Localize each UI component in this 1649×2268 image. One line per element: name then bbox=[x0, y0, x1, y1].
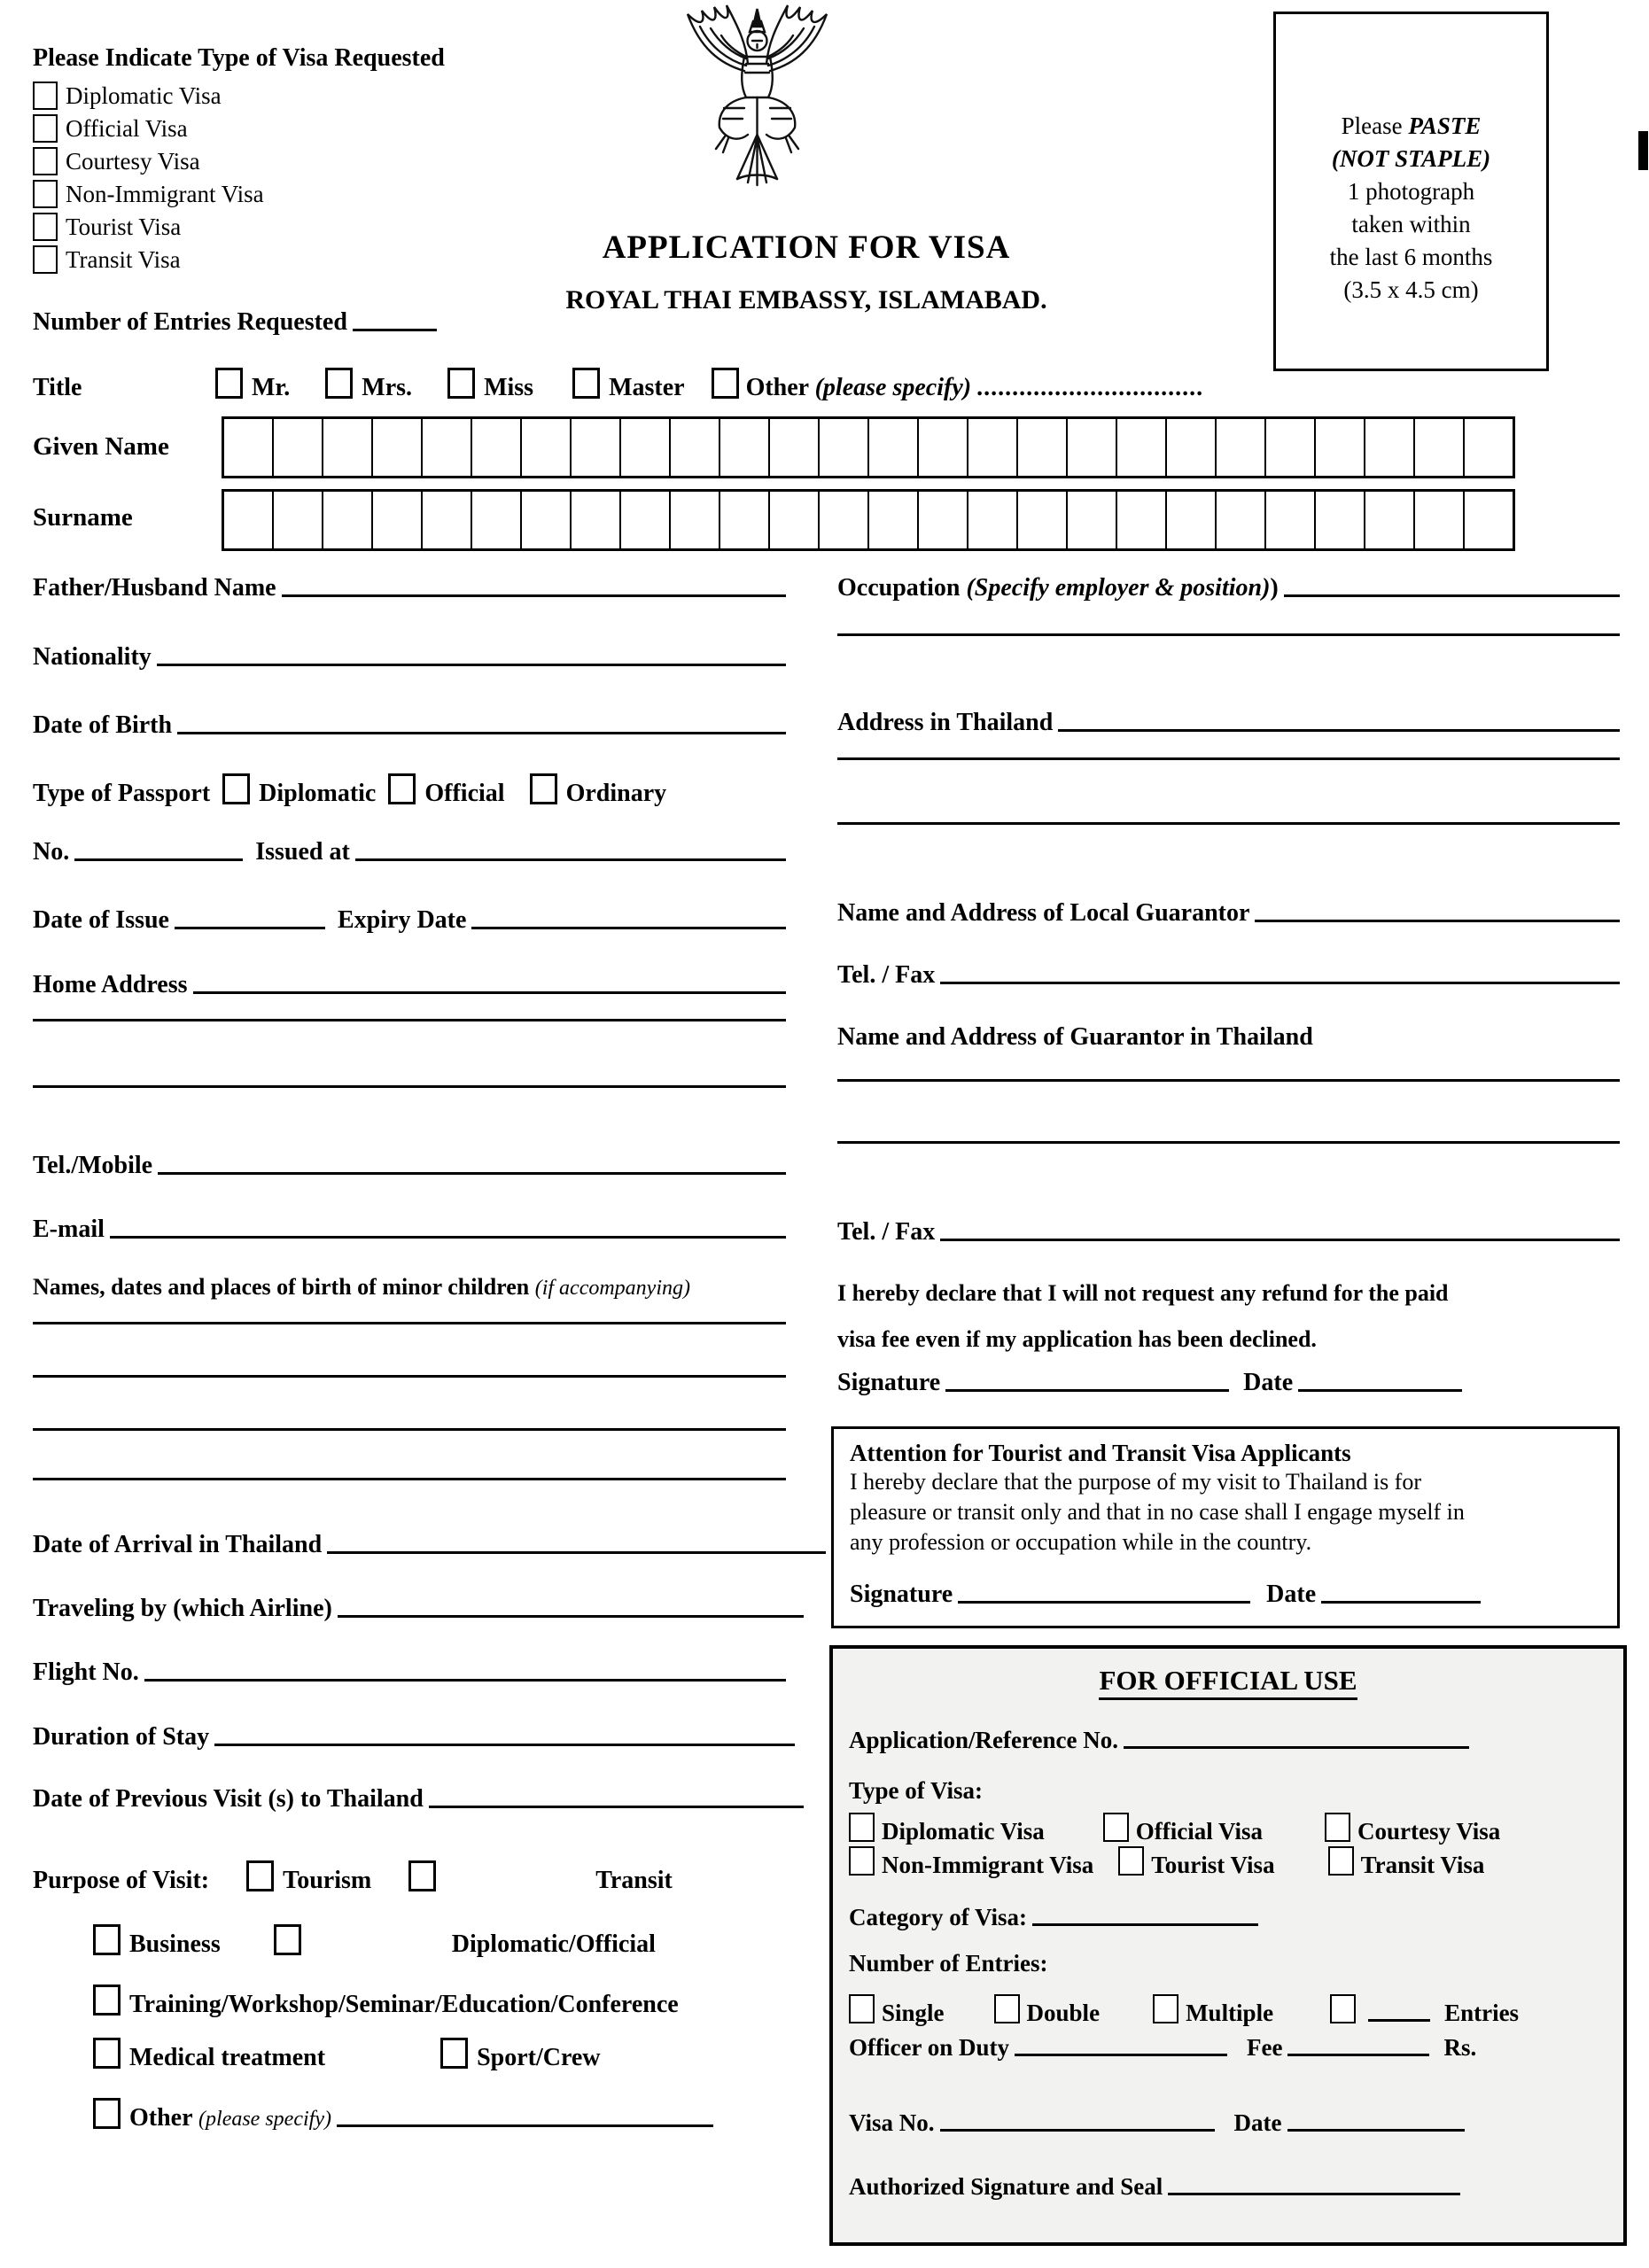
declaration-text-2: visa fee even if my application has been declined. bbox=[837, 1326, 1317, 1352]
given-name-grid bbox=[222, 416, 1515, 478]
official-diplomatic-label: Diplomatic Visa bbox=[882, 1817, 1045, 1845]
given-name-cell[interactable] bbox=[1316, 419, 1365, 476]
title-other-dots[interactable]: ................................ bbox=[976, 373, 1204, 401]
given-name-cell[interactable] bbox=[323, 419, 373, 476]
declaration-line-2 bbox=[837, 1326, 1317, 1352]
expiry-date-label: Expiry Date bbox=[338, 906, 467, 934]
purpose-training-checkbox[interactable] bbox=[93, 1984, 121, 2016]
entries-other-checkbox[interactable] bbox=[1330, 1994, 1356, 2023]
minor-children-line-4 bbox=[33, 1478, 786, 1485]
surname-cell[interactable] bbox=[770, 492, 820, 548]
duration-row bbox=[33, 1723, 795, 1751]
surname-cell[interactable] bbox=[1018, 492, 1068, 548]
surname-cell[interactable] bbox=[373, 492, 423, 548]
occupation-label: Occupation (Specify employer & position)) bbox=[837, 574, 1279, 602]
expiry-date-field[interactable] bbox=[471, 927, 786, 929]
form-title: APPLICATION FOR VISA bbox=[602, 229, 1011, 266]
visa-type-item bbox=[33, 114, 264, 143]
official-date-label: Date bbox=[1233, 2109, 1282, 2136]
purpose-row-3 bbox=[93, 1984, 793, 2018]
surname-cell[interactable] bbox=[1266, 492, 1316, 548]
issued-at-label: Issued at bbox=[255, 838, 350, 866]
rs-label: Rs. bbox=[1443, 2034, 1477, 2061]
surname-cell[interactable] bbox=[323, 492, 373, 548]
passport-no-field[interactable] bbox=[74, 858, 243, 861]
passport-official-checkbox[interactable] bbox=[388, 773, 416, 804]
surname-cell[interactable] bbox=[671, 492, 720, 548]
duration-label: Duration of Stay bbox=[33, 1723, 210, 1751]
purpose-label: Purpose of Visit: bbox=[33, 1866, 210, 1894]
occupation-field[interactable] bbox=[1284, 594, 1620, 597]
tel-fax-row-1 bbox=[837, 961, 1620, 989]
purpose-other-field[interactable] bbox=[337, 2124, 713, 2127]
attention-signature-label: Signature bbox=[850, 1581, 953, 1608]
given-name-cell[interactable] bbox=[423, 419, 472, 476]
purpose-sport-checkbox[interactable] bbox=[440, 2038, 468, 2069]
airline-row bbox=[33, 1595, 804, 1622]
given-name-cell[interactable] bbox=[472, 419, 522, 476]
purpose-tourism-checkbox[interactable] bbox=[246, 1860, 274, 1891]
title-mrs-checkbox[interactable] bbox=[325, 368, 353, 399]
application-ref-label: Application/Reference No. bbox=[849, 1727, 1118, 1753]
official-date-field[interactable] bbox=[1287, 2129, 1465, 2132]
visa-no-field[interactable] bbox=[940, 2129, 1215, 2132]
authorized-signature-row bbox=[849, 2173, 1611, 2200]
home-address-row-3 bbox=[33, 1085, 786, 1092]
visa-type-label: Non-Immigrant Visa bbox=[66, 180, 264, 207]
address-thailand-label: Address in Thailand bbox=[837, 709, 1054, 736]
email-label: E-mail bbox=[33, 1216, 105, 1243]
minor-children-field-2[interactable] bbox=[33, 1375, 786, 1378]
minor-children-line-3 bbox=[33, 1428, 786, 1435]
local-guarantor-label: Name and Address of Local Guarantor bbox=[837, 899, 1250, 927]
visa-no-label: Visa No. bbox=[849, 2109, 935, 2136]
given-name-cell[interactable] bbox=[869, 419, 919, 476]
entries-double-label: Double bbox=[1026, 1999, 1101, 2026]
local-guarantor-row bbox=[837, 899, 1620, 927]
surname-cell[interactable] bbox=[720, 492, 770, 548]
official-use-box bbox=[829, 1645, 1627, 2246]
minor-children-row bbox=[33, 1274, 826, 1301]
visa-type-label: Tourist Visa bbox=[66, 213, 182, 240]
purpose-other-label: Other (please specify) bbox=[129, 2103, 331, 2132]
application-ref-row bbox=[849, 1727, 1593, 1753]
given-name-cell[interactable] bbox=[919, 419, 968, 476]
category-label: Category of Visa: bbox=[849, 1904, 1027, 1930]
guarantor-thailand-field-2[interactable] bbox=[837, 1141, 1620, 1144]
surname-cell[interactable] bbox=[1167, 492, 1217, 548]
surname-cell[interactable] bbox=[522, 492, 572, 548]
given-name-cell[interactable] bbox=[621, 419, 671, 476]
purpose-training-label: Training/Workshop/Seminar/Education/Conference bbox=[129, 1990, 679, 2018]
attention-body-2: pleasure or transit only and that in no case shall I engage myself in bbox=[850, 1499, 1465, 1525]
type-of-visa-label: Type of Visa: bbox=[849, 1777, 984, 1804]
previous-visit-field[interactable] bbox=[429, 1806, 804, 1808]
surname-label-row bbox=[33, 503, 133, 532]
given-name-cell[interactable] bbox=[522, 419, 572, 476]
type-of-visa-row bbox=[849, 1777, 983, 1804]
attention-title: Attention for Tourist and Transit Visa Applicants bbox=[850, 1440, 1351, 1466]
father-husband-field[interactable] bbox=[282, 594, 786, 597]
arrival-date-field[interactable] bbox=[327, 1551, 826, 1554]
passport-ordinary-label: Ordinary bbox=[565, 779, 667, 807]
nationality-row bbox=[33, 643, 786, 671]
title-miss-checkbox[interactable] bbox=[447, 368, 475, 399]
nationality-field[interactable] bbox=[157, 664, 786, 666]
surname-cell[interactable] bbox=[1465, 492, 1513, 548]
declaration-signature-label: Signature bbox=[837, 1369, 941, 1396]
surname-cell[interactable] bbox=[1365, 492, 1415, 548]
passport-diplomatic-label: Diplomatic bbox=[259, 779, 377, 807]
given-name-cell[interactable] bbox=[671, 419, 720, 476]
given-name-cell[interactable] bbox=[968, 419, 1018, 476]
surname-cell[interactable] bbox=[472, 492, 522, 548]
guarantor-thailand-field-1[interactable] bbox=[837, 1079, 1620, 1082]
passport-type-row bbox=[33, 773, 786, 807]
given-name-cell[interactable] bbox=[373, 419, 423, 476]
address-thailand-row-3 bbox=[837, 822, 1620, 829]
minor-children-label: Names, dates and places of birth of minor children (if accompanying) bbox=[33, 1274, 690, 1300]
visa-type-item bbox=[33, 180, 264, 208]
purpose-medical-label: Medical treatment bbox=[129, 2043, 326, 2071]
passport-official-label: Official bbox=[424, 779, 505, 807]
surname-cell[interactable] bbox=[869, 492, 919, 548]
minor-children-field-3[interactable] bbox=[33, 1428, 786, 1431]
authorized-signature-label: Authorized Signature and Seal bbox=[849, 2173, 1163, 2200]
title-label: Title bbox=[33, 373, 82, 401]
official-transit-label: Transit Visa bbox=[1360, 1851, 1485, 1878]
transit-visa-checkbox[interactable] bbox=[33, 245, 58, 274]
category-field[interactable] bbox=[1032, 1923, 1258, 1926]
address-thailand-field[interactable] bbox=[1058, 729, 1620, 732]
surname-cell[interactable] bbox=[224, 492, 274, 548]
minor-children-field-4[interactable] bbox=[33, 1478, 786, 1480]
official-courtesy-label: Courtesy Visa bbox=[1357, 1817, 1501, 1845]
home-address-field[interactable] bbox=[193, 991, 787, 994]
given-name-cell[interactable] bbox=[1465, 419, 1513, 476]
title-mr-checkbox[interactable] bbox=[215, 368, 243, 399]
official-visa-row-2 bbox=[849, 1846, 1611, 1878]
photo-paste-box bbox=[1273, 12, 1549, 371]
given-name-label-row bbox=[33, 432, 169, 461]
minor-children-field-1[interactable] bbox=[33, 1322, 786, 1324]
passport-ordinary-checkbox[interactable] bbox=[530, 773, 557, 804]
tel-fax-label-1: Tel. / Fax bbox=[837, 961, 936, 989]
tel-mobile-field[interactable] bbox=[158, 1172, 786, 1175]
surname-cell[interactable] bbox=[1117, 492, 1167, 548]
issued-at-field[interactable] bbox=[355, 858, 786, 861]
officer-fee-row bbox=[849, 2034, 1611, 2061]
surname-cell[interactable] bbox=[919, 492, 968, 548]
minor-children-line-1 bbox=[33, 1322, 786, 1329]
official-use-title-row bbox=[833, 1665, 1623, 1697]
given-name-label: Given Name bbox=[33, 432, 169, 461]
purpose-transit-label: Transit bbox=[595, 1866, 673, 1894]
officer-field[interactable] bbox=[1015, 2054, 1227, 2056]
purpose-tourism-label: Tourism bbox=[283, 1866, 372, 1894]
photo-line-6: (3.5 x 4.5 cm) bbox=[1343, 276, 1479, 303]
photo-line-4: taken within bbox=[1351, 211, 1471, 237]
official-visa-row-1 bbox=[849, 1813, 1611, 1845]
entries-other-field[interactable] bbox=[1368, 2019, 1430, 2022]
photo-line-5: the last 6 months bbox=[1329, 244, 1493, 270]
given-name-cell[interactable] bbox=[572, 419, 621, 476]
photo-line-1: Please PASTE bbox=[1341, 113, 1482, 139]
entries-multiple-checkbox[interactable] bbox=[1153, 1994, 1178, 2023]
purpose-other-checkbox[interactable] bbox=[93, 2098, 121, 2129]
airline-label: Traveling by (which Airline) bbox=[33, 1595, 332, 1622]
tel-fax-field-1[interactable] bbox=[940, 982, 1620, 984]
surname-cell[interactable] bbox=[1217, 492, 1266, 548]
previous-visit-row bbox=[33, 1785, 804, 1813]
visa-type-label: Official Visa bbox=[66, 114, 188, 142]
official-tourist-label: Tourist Visa bbox=[1151, 1851, 1275, 1878]
surname-cell[interactable] bbox=[1415, 492, 1465, 548]
title-master-checkbox[interactable] bbox=[572, 368, 600, 399]
title-miss-label: Miss bbox=[484, 373, 534, 401]
given-name-cell[interactable] bbox=[1365, 419, 1415, 476]
attention-body-1: I hereby declare that the purpose of my visit to Thailand is for bbox=[850, 1469, 1421, 1495]
given-name-cell[interactable] bbox=[1167, 419, 1217, 476]
official-visa-checkbox[interactable] bbox=[33, 114, 58, 143]
entries-requested-row bbox=[33, 308, 405, 336]
given-name-cell[interactable] bbox=[1415, 419, 1465, 476]
num-entries-label: Number of Entries: bbox=[849, 1950, 1048, 1977]
flight-no-label: Flight No. bbox=[33, 1658, 139, 1686]
title-master-label: Master bbox=[609, 373, 685, 401]
visa-request-heading-row bbox=[33, 44, 445, 72]
date-of-birth-label: Date of Birth bbox=[33, 711, 173, 739]
purpose-row-2 bbox=[93, 1924, 793, 1958]
visa-type-item bbox=[33, 82, 264, 110]
visa-type-item bbox=[33, 213, 264, 241]
non-immigrant-visa-checkbox[interactable] bbox=[33, 180, 58, 208]
guarantor-thailand-line-1 bbox=[837, 1079, 1620, 1086]
surname-grid bbox=[222, 489, 1515, 551]
fee-label: Fee bbox=[1246, 2034, 1283, 2061]
tel-fax-label-2: Tel. / Fax bbox=[837, 1218, 936, 1246]
declaration-date-label: Date bbox=[1243, 1369, 1294, 1396]
form-subtitle-row bbox=[319, 285, 1294, 315]
surname-cell[interactable] bbox=[1068, 492, 1117, 548]
occupation-field-2[interactable] bbox=[837, 633, 1620, 636]
surname-cell[interactable] bbox=[423, 492, 472, 548]
surname-cell[interactable] bbox=[820, 492, 869, 548]
official-tourist-checkbox[interactable] bbox=[1118, 1846, 1144, 1876]
arrival-date-label: Date of Arrival in Thailand bbox=[33, 1531, 323, 1558]
duration-field[interactable] bbox=[214, 1744, 795, 1746]
email-field[interactable] bbox=[110, 1236, 786, 1239]
official-nonimmigrant-checkbox[interactable] bbox=[849, 1846, 875, 1876]
declaration-signature-row bbox=[837, 1369, 1599, 1396]
category-row bbox=[849, 1904, 1345, 1930]
entries-options-row bbox=[849, 1994, 1611, 2026]
declaration-signature-field[interactable] bbox=[945, 1389, 1229, 1392]
address-thailand-row bbox=[837, 709, 1620, 736]
guarantor-thailand-row bbox=[837, 1023, 1620, 1051]
title-mr-label: Mr. bbox=[252, 373, 291, 401]
surname-cell[interactable] bbox=[621, 492, 671, 548]
home-address-row bbox=[33, 971, 786, 998]
given-name-cell[interactable] bbox=[1217, 419, 1266, 476]
nationality-label: Nationality bbox=[33, 643, 152, 671]
visa-request-heading: Please Indicate Type of Visa Requested bbox=[33, 44, 445, 72]
passport-no-row bbox=[33, 838, 786, 866]
date-of-issue-label: Date of Issue bbox=[33, 906, 169, 934]
guarantor-thailand-line-2 bbox=[837, 1141, 1620, 1148]
purpose-row-5 bbox=[93, 2098, 713, 2132]
arrival-date-row bbox=[33, 1531, 826, 1558]
title-other-label: Other (please specify) bbox=[745, 373, 972, 401]
address-thailand-field-3[interactable] bbox=[837, 822, 1620, 825]
declaration-date-field[interactable] bbox=[1298, 1389, 1462, 1392]
attention-signature-field[interactable] bbox=[958, 1601, 1250, 1604]
purpose-business-checkbox[interactable] bbox=[93, 1924, 121, 1955]
scan-artifact bbox=[1638, 131, 1648, 170]
purpose-row-4 bbox=[93, 2038, 793, 2071]
passport-no-label: No. bbox=[33, 838, 70, 866]
entries-single-label: Single bbox=[882, 1999, 945, 2026]
entries-single-checkbox[interactable] bbox=[849, 1994, 875, 2023]
surname-cell[interactable] bbox=[572, 492, 621, 548]
num-entries-row bbox=[849, 1950, 1047, 1977]
minor-children-line-2 bbox=[33, 1375, 786, 1382]
given-name-cell[interactable] bbox=[1068, 419, 1117, 476]
fee-field[interactable] bbox=[1287, 2054, 1429, 2056]
flight-no-field[interactable] bbox=[144, 1679, 786, 1682]
local-guarantor-field[interactable] bbox=[1255, 920, 1620, 922]
visa-type-label: Transit Visa bbox=[66, 245, 181, 273]
given-name-cell[interactable] bbox=[770, 419, 820, 476]
official-transit-checkbox[interactable] bbox=[1328, 1846, 1354, 1876]
official-courtesy-checkbox[interactable] bbox=[1325, 1813, 1350, 1842]
previous-visit-label: Date of Previous Visit (s) to Thailand bbox=[33, 1785, 424, 1813]
form-title-row bbox=[319, 229, 1294, 267]
visa-type-item bbox=[33, 147, 264, 175]
email-row bbox=[33, 1216, 786, 1243]
tel-mobile-label: Tel./Mobile bbox=[33, 1152, 153, 1179]
home-address-label: Home Address bbox=[33, 971, 188, 998]
official-official-label: Official Visa bbox=[1135, 1817, 1264, 1845]
official-diplomatic-checkbox[interactable] bbox=[849, 1813, 875, 1842]
visa-type-list bbox=[33, 82, 264, 278]
occupation-row bbox=[837, 574, 1620, 602]
given-name-cell[interactable] bbox=[720, 419, 770, 476]
surname-cell[interactable] bbox=[968, 492, 1018, 548]
entries-requested-field[interactable] bbox=[353, 329, 437, 331]
address-thailand-row-2 bbox=[837, 757, 1620, 765]
officer-label: Officer on Duty bbox=[849, 2034, 1009, 2061]
diplomatic-visa-checkbox[interactable] bbox=[33, 82, 58, 110]
given-name-cell[interactable] bbox=[820, 419, 869, 476]
passport-type-label: Type of Passport bbox=[33, 779, 211, 807]
purpose-transit-checkbox[interactable] bbox=[408, 1860, 436, 1891]
address-thailand-field-2[interactable] bbox=[837, 757, 1620, 760]
application-ref-field[interactable] bbox=[1124, 1746, 1469, 1749]
attention-date-field[interactable] bbox=[1321, 1601, 1481, 1604]
official-nonimmigrant-label: Non-Immigrant Visa bbox=[882, 1851, 1094, 1878]
declaration-text-1: I hereby declare that I will not request any refund for the paid bbox=[837, 1280, 1449, 1306]
given-name-cell[interactable] bbox=[1266, 419, 1316, 476]
purpose-diplomatic-checkbox[interactable] bbox=[274, 1924, 301, 1955]
attention-date-label: Date bbox=[1266, 1581, 1317, 1608]
purpose-row-1 bbox=[33, 1860, 795, 1894]
title-row bbox=[33, 368, 1291, 401]
airline-field[interactable] bbox=[338, 1615, 804, 1618]
given-name-cell[interactable] bbox=[224, 419, 274, 476]
title-other-checkbox[interactable] bbox=[712, 368, 739, 399]
tel-fax-row-2 bbox=[837, 1218, 1620, 1246]
photo-line-2: (NOT STAPLE) bbox=[1331, 145, 1491, 172]
attention-body-3: any profession or occupation while in the country. bbox=[850, 1529, 1312, 1555]
attention-signature-row bbox=[850, 1581, 1601, 1608]
home-address-field-2[interactable] bbox=[33, 1019, 786, 1021]
courtesy-visa-checkbox[interactable] bbox=[33, 147, 58, 175]
flight-no-row bbox=[33, 1658, 786, 1686]
passport-diplomatic-checkbox[interactable] bbox=[222, 773, 250, 804]
entries-double-checkbox[interactable] bbox=[994, 1994, 1020, 2023]
given-name-cell[interactable] bbox=[274, 419, 323, 476]
visa-type-label: Courtesy Visa bbox=[66, 147, 200, 175]
visa-type-item bbox=[33, 245, 264, 274]
purpose-sport-label: Sport/Crew bbox=[477, 2043, 601, 2071]
authorized-signature-field[interactable] bbox=[1168, 2193, 1460, 2195]
occupation-row-2 bbox=[837, 633, 1620, 641]
attention-box bbox=[831, 1426, 1620, 1628]
garuda-emblem bbox=[675, 2, 839, 192]
date-of-birth-row bbox=[33, 711, 786, 739]
guarantor-thailand-label: Name and Address of Guarantor in Thailand bbox=[837, 1023, 1313, 1051]
home-address-row-2 bbox=[33, 1019, 786, 1026]
purpose-medical-checkbox[interactable] bbox=[93, 2038, 121, 2069]
surname-cell[interactable] bbox=[1316, 492, 1365, 548]
given-name-cell[interactable] bbox=[1117, 419, 1167, 476]
declaration-line-1 bbox=[837, 1280, 1449, 1306]
form-subtitle: ROYAL THAI EMBASSY, ISLAMABAD. bbox=[565, 285, 1047, 315]
date-of-issue-field[interactable] bbox=[175, 927, 325, 929]
surname-label: Surname bbox=[33, 503, 133, 532]
entries-multiple-label: Multiple bbox=[1186, 1999, 1274, 2026]
entries-word-label: Entries bbox=[1444, 1999, 1520, 2026]
visa-type-label: Diplomatic Visa bbox=[66, 82, 222, 109]
purpose-business-label: Business bbox=[129, 1930, 221, 1958]
photo-line-3: 1 photograph bbox=[1347, 178, 1475, 205]
date-of-birth-field[interactable] bbox=[177, 732, 786, 734]
tel-fax-field-2[interactable] bbox=[940, 1239, 1620, 1241]
purpose-diplomatic-label: Diplomatic/Official bbox=[451, 1930, 656, 1958]
official-official-checkbox[interactable] bbox=[1103, 1813, 1129, 1842]
tel-mobile-row bbox=[33, 1152, 786, 1179]
title-mrs-label: Mrs. bbox=[362, 373, 413, 401]
entries-requested-label: Number of Entries Requested bbox=[33, 308, 347, 336]
official-use-title: FOR OFFICIAL USE bbox=[1099, 1665, 1357, 1700]
father-husband-label: Father/Husband Name bbox=[33, 574, 276, 602]
given-name-cell[interactable] bbox=[1018, 419, 1068, 476]
tourist-visa-checkbox[interactable] bbox=[33, 213, 58, 241]
visa-no-row bbox=[849, 2109, 1611, 2136]
issue-expiry-row bbox=[33, 906, 786, 934]
surname-cell[interactable] bbox=[274, 492, 323, 548]
home-address-field-3[interactable] bbox=[33, 1085, 786, 1088]
father-husband-row bbox=[33, 574, 786, 602]
